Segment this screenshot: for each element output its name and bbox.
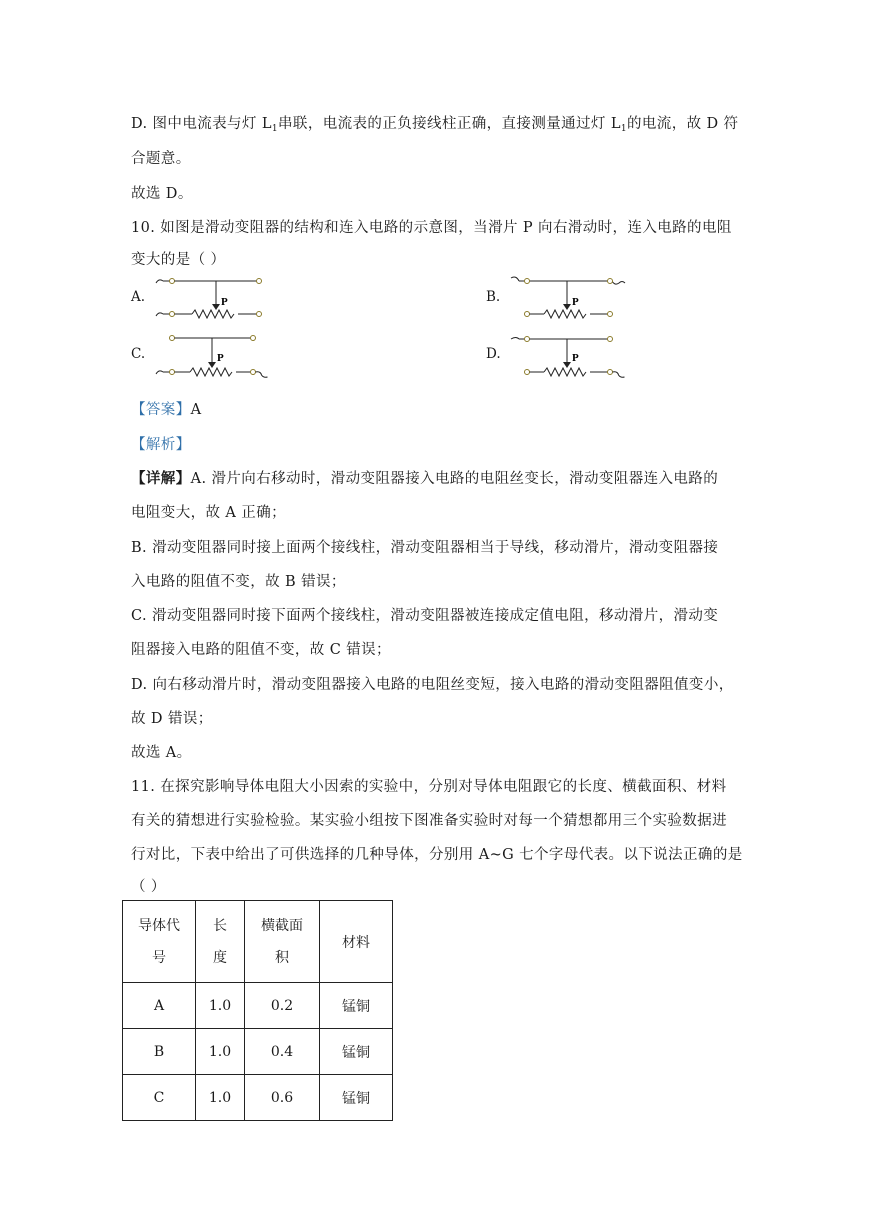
table-cell: 0.2	[245, 983, 320, 1029]
q10-option-a-label: A.	[131, 289, 146, 305]
table-cell: 0.4	[245, 1029, 320, 1075]
q10-option-b-rheostat-diagram	[508, 272, 633, 324]
q10-option-c-label: C.	[131, 346, 146, 362]
q10-option-c-rheostat-diagram	[150, 330, 275, 382]
header-text: 横截面	[261, 917, 303, 934]
detail-tag: 【详解】	[131, 470, 191, 487]
table-row	[123, 983, 393, 1029]
header-text: 积	[275, 949, 289, 966]
table-row	[123, 1029, 393, 1075]
q11-stem-line1: 11. 在探究影响导体电阻大小因索的实验中，分别对导体电阻跟它的长度、横截面积、材料	[131, 779, 727, 795]
table-cell: 锰铜	[320, 983, 393, 1029]
q9-conclusion: 故选 D。	[131, 186, 193, 202]
q10-option-b-label: B.	[486, 289, 501, 305]
slider-label: P	[217, 352, 224, 364]
subscript: 1	[271, 124, 279, 134]
table-cell: A	[123, 983, 196, 1029]
q11-stem-line2: 有关的猜想进行实验检验。某实验小组按下图准备实验时对每一个猜想都用三个实验数据进	[131, 813, 727, 829]
q10-stem-line2: 变大的是（ ）	[131, 252, 226, 268]
table-cell: 1.0	[196, 1075, 245, 1121]
answer-value: A	[190, 402, 202, 418]
q11-stem-line4: （ ）	[131, 879, 166, 895]
header-text: 材料	[342, 934, 370, 951]
q10-explain-b-line2: 入电路的阻值不变，故 B 错误；	[131, 574, 346, 590]
header-text: 导体代	[138, 917, 180, 934]
answer-tag: 【答案】	[131, 402, 191, 418]
q9-d-text2: 串联，电流表的正负接线柱正确，直接测量通过灯 L	[278, 116, 621, 132]
q9-option-d	[131, 112, 738, 134]
table-cell: B	[123, 1029, 196, 1075]
q10-explain-a1: A. 滑片向右移动时，滑动变阻器接入电路的电阻丝变长，滑动变阻器连入电路的	[190, 471, 719, 487]
q10-answer	[131, 398, 201, 419]
conductor-table	[122, 900, 393, 1121]
q9-d-text3: 的电流，故 D 符	[627, 116, 739, 132]
q10-explain-c-line2: 阻器接入电路的阻值不变，故 C 错误；	[131, 642, 391, 658]
slider-label: P	[221, 296, 228, 308]
q10-explain-b-line1: B. 滑动变阻器同时接上面两个接线柱，滑动变阻器相当于导线，移动滑片，滑动变阻器接	[131, 540, 719, 556]
q10-option-d-rheostat-diagram	[508, 330, 633, 382]
header-cell	[245, 901, 320, 983]
q11-stem-line3: 行对比，下表中给出了可供选择的几种导体，分别用 A~G 七个字母代表。以下说法正确的是	[131, 847, 743, 863]
table-cell: 1.0	[196, 983, 245, 1029]
q9-option-d-cont: 合题意。	[131, 151, 191, 167]
q10-option-d-label: D.	[486, 346, 501, 362]
table-row	[123, 1075, 393, 1121]
q9-d-text1: D. 图中电流表与灯 L	[131, 116, 272, 132]
table-cell: 1.0	[196, 1029, 245, 1075]
table-cell: 锰铜	[320, 1075, 393, 1121]
q10-explain-c-line1: C. 滑动变阻器同时接下面两个接线柱，滑动变阻器被连接成定值电阻，移动滑片，滑动变	[131, 608, 719, 624]
q10-analysis-tag: 【解析】	[131, 437, 191, 453]
header-text: 度	[213, 949, 227, 966]
subscript: 1	[620, 124, 627, 134]
q10-explain-a-line1	[131, 467, 718, 488]
header-cell	[196, 901, 245, 983]
header-text: 长	[213, 917, 227, 934]
q10-conclusion: 故选 A。	[131, 745, 192, 761]
q10-explain-a-line2: 电阻变大，故 A 正确；	[131, 505, 286, 521]
header-text: 号	[152, 949, 166, 966]
q10-stem-line1: 10. 如图是滑动变阻器的结构和连入电路的示意图，当滑片 P 向右滑动时，连入电路的电阻	[131, 220, 732, 236]
slider-label: P	[572, 296, 579, 308]
table-cell: C	[123, 1075, 196, 1121]
header-cell	[123, 901, 196, 983]
q10-explain-d-line1: D. 向右移动滑片时，滑动变阻器接入电路的电阻丝变短，接入电路的滑动变阻器阻值变小，	[131, 677, 734, 693]
q10-option-a-rheostat-diagram	[150, 272, 275, 324]
header-cell	[320, 901, 393, 983]
table-cell: 0.6	[245, 1075, 320, 1121]
table-header-row	[123, 901, 393, 983]
slider-label: P	[572, 352, 579, 364]
table-cell: 锰铜	[320, 1029, 393, 1075]
q10-explain-d-line2: 故 D 错误；	[131, 711, 213, 727]
